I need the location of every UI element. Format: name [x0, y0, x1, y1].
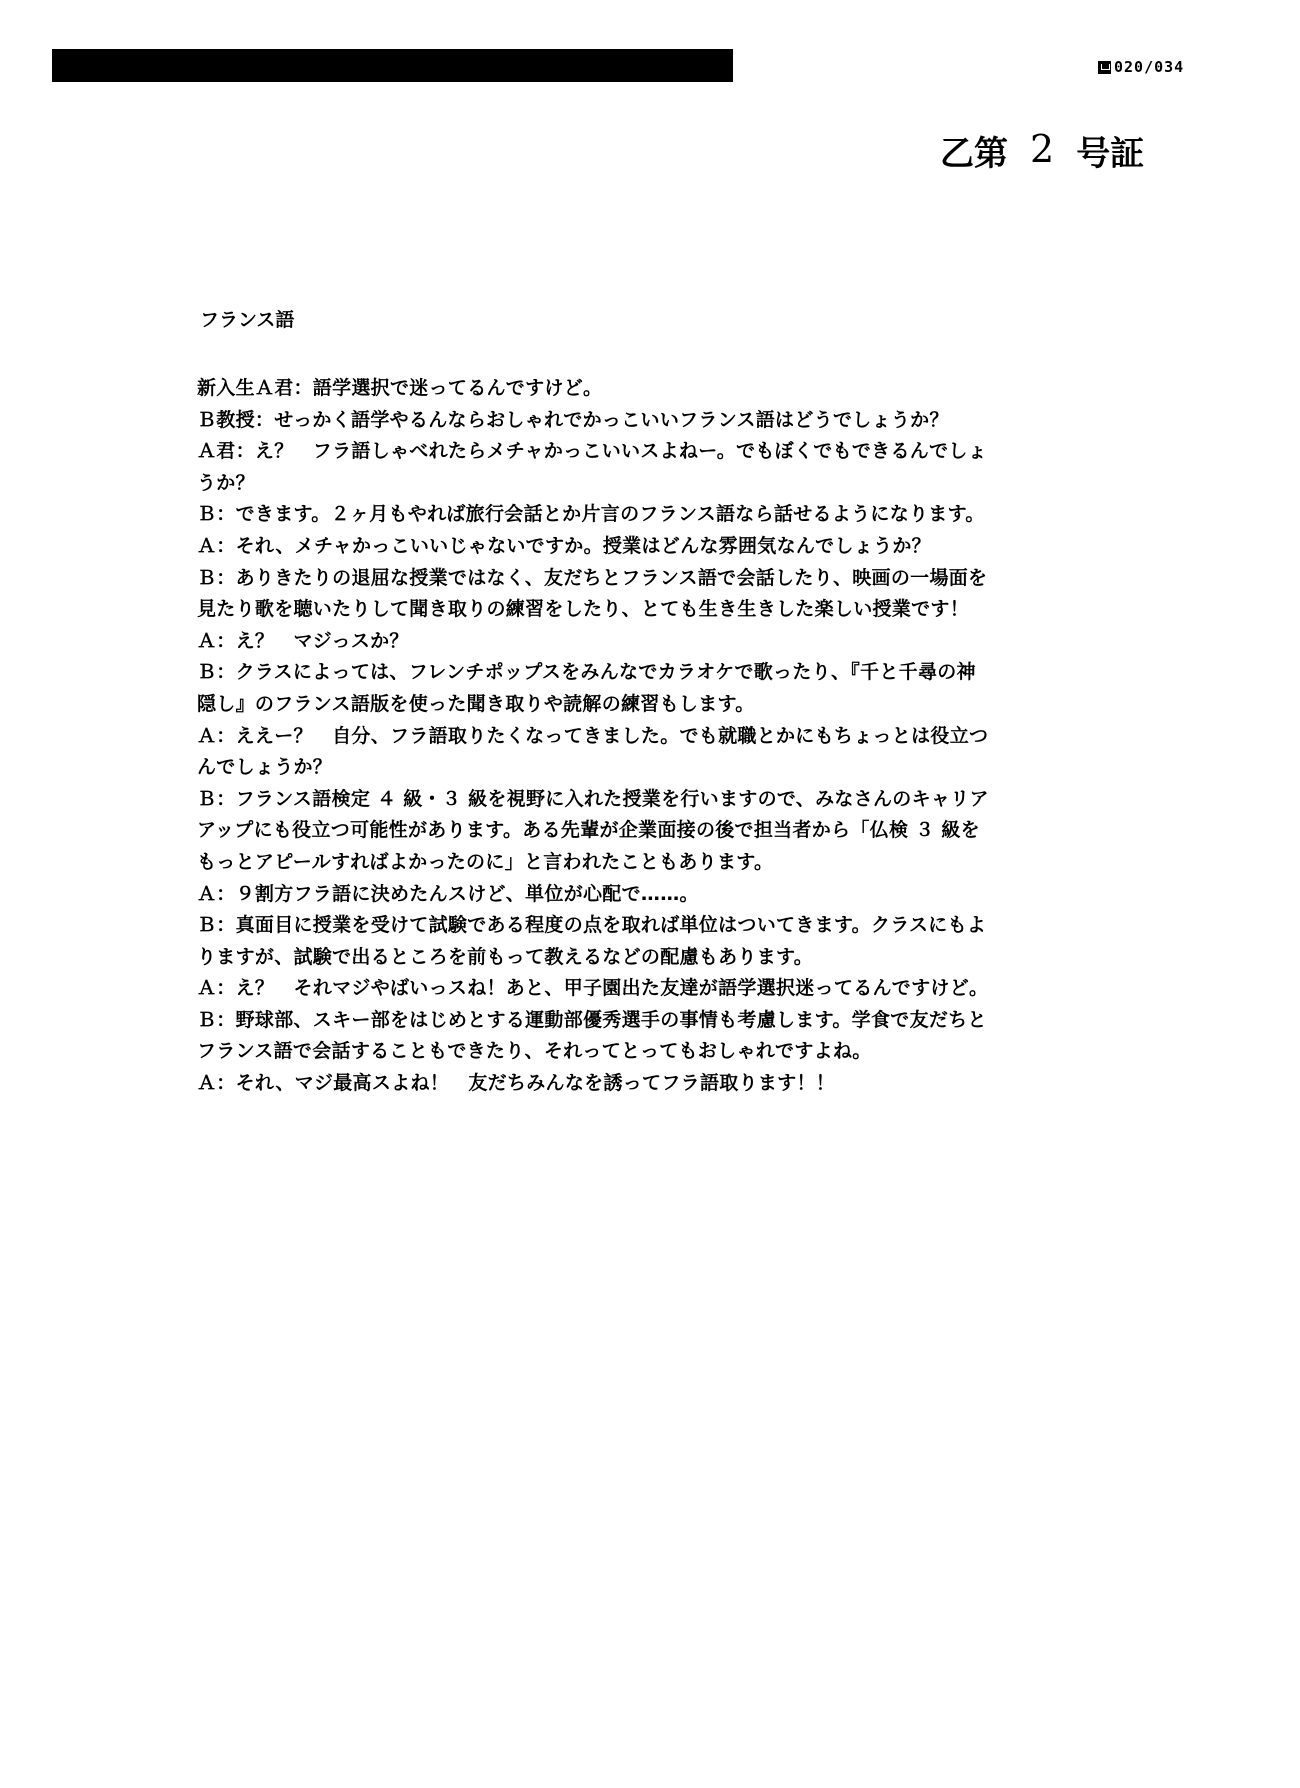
- dialogue-line: んでしょうか？: [197, 756, 333, 779]
- dialogue-line: 見たり歌を聴いたりして聞き取りの練習をしたり、とても生き生きした楽しい授業です！: [197, 598, 970, 621]
- dialogue-line: Ｂ：フランス語検定 ４ 級・３ 級を視野に入れた授業を行いますので、みなさんのキャリア: [197, 787, 989, 810]
- dialogue-line: りますが、試験で出るところを前もって教えるなどの配慮もあります。: [197, 945, 814, 968]
- dialogue-line: Ｂ教授：せっかく語学やるんならおしゃれでかっこいいフランス語はどうでしょうか？: [197, 408, 949, 431]
- dialogue-line: Ｂ：クラスによっては、フレンチポップスをみんなでカラオケで歌ったり、『千と千尋の神: [197, 661, 976, 684]
- dialogue-line: Ｂ：ありきたりの退屈な授業ではなく、友だちとフランス語で会話したり、映画の一場面を: [197, 566, 988, 589]
- fax-icon: [1098, 61, 1111, 74]
- dialogue-line: 新入生Ａ君：語学選択で迷ってるんですけど。: [197, 377, 603, 399]
- dialogue-line: 隠し』のフランス語版を使った聞き取りや読解の練習もします。: [197, 692, 755, 715]
- exhibit-label: [940, 126, 1144, 175]
- dialogue-body: [197, 373, 1057, 1100]
- dialogue-line: Ａ：え？ マジっスか？: [197, 629, 409, 652]
- fax-page-number: 020/034: [1114, 58, 1185, 76]
- exhibit-number: 2: [1030, 127, 1055, 171]
- dialogue-line: Ａ：え？ それマジやばいっスね！あと、甲子園出た友達が語学選択迷ってるんですけど。: [197, 977, 989, 1000]
- dialogue-line: フランス語で会話することもできたり、それってとってもおしゃれですよね。: [197, 1040, 872, 1063]
- document-title: フランス語: [200, 309, 295, 331]
- exhibit-suffix: 号証: [1076, 134, 1145, 174]
- dialogue-line: Ａ：それ、マジ最高スよね！ 友だちみんなを誘ってフラ語取ります！！: [197, 1072, 836, 1095]
- dialogue-line: Ｂ：真面目に授業を受けて試験である程度の点を取れば単位はついてきます。クラスにもよ: [197, 914, 987, 937]
- fax-page-counter: [1098, 58, 1184, 76]
- dialogue-line: Ａ：９割方フラ語に決めたんスけど、単位が心配で……。: [197, 882, 699, 905]
- dialogue-line: Ａ：ええー？ 自分、フラ語取りたくなってきました。でも就職とかにもちょっとは役立つ: [197, 724, 989, 747]
- dialogue-line: Ａ：それ、メチャかっこいいじゃないですか。授業はどんな雰囲気なんでしょうか？: [197, 534, 931, 557]
- redaction-bar: [52, 49, 733, 82]
- exhibit-prefix: 乙第: [940, 134, 1008, 174]
- dialogue-line: Ｂ：野球部、スキー部をはじめとする運動部優秀選手の事情も考慮します。学食で友だちと: [197, 1008, 987, 1031]
- dialogue-line: Ｂ：できます。２ヶ月もやれば旅行会話とか片言のフランス語なら話せるようになります。: [197, 503, 985, 526]
- dialogue-line: Ａ君：え？ フラ語しゃべれたらメチャかっこいいスよねー。でもぼくでもできるんでしょ: [197, 440, 987, 463]
- dialogue-line: うか？: [197, 471, 255, 494]
- dialogue-line: アップにも役立つ可能性があります。ある先輩が企業面接の後で担当者から「仏検 ３ 級を: [197, 819, 980, 842]
- dialogue-line: もっとアピールすればよかったのに」と言われたこともあります。: [197, 850, 774, 873]
